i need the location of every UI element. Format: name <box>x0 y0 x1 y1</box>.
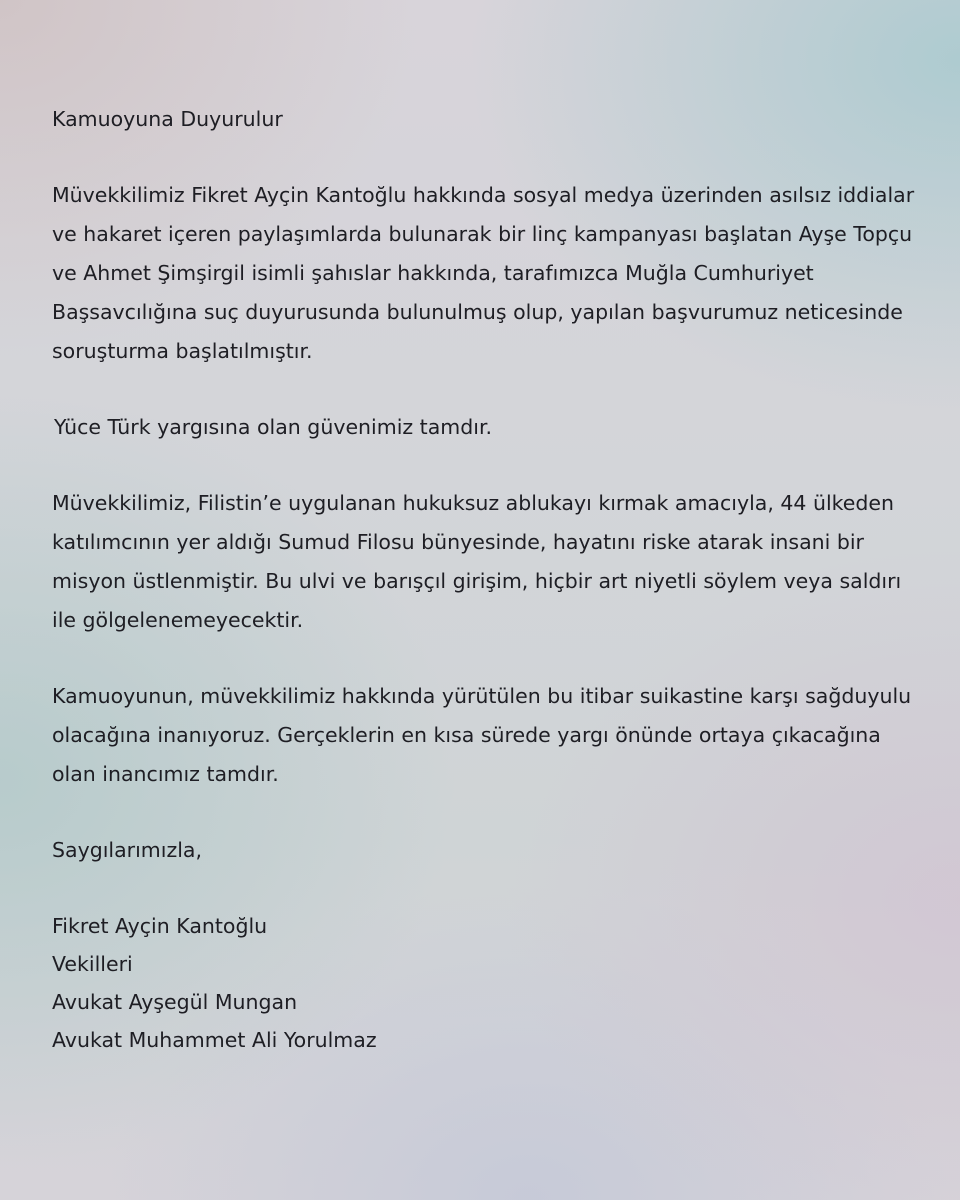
closing-salutation: Saygılarımızla, <box>52 838 202 862</box>
statement-paragraph-2: Yüce Türk yargısına olan güvenimiz tamdır. <box>54 415 493 439</box>
statement-paragraph-3: Müvekkilimiz, Filistin’e uygulanan hukuksuz ablukayı kırmak amacıyla, 44 ülkeden katılımcının yer aldığı Sumud Filosu bünyesinde, hayatını riske atarak insani bir misyon üstlenmiştir. Bu ulvi ve barışçıl girişim, hiçbir art niyetli söylem veya saldırı ile gölgelenemeyecektir. <box>52 491 902 632</box>
signature-lawyer-2: Avukat Muhammet Ali Yorulmaz <box>52 1028 377 1052</box>
statement-paragraph-4: Kamuoyunun, müvekkilimiz hakkında yürütülen bu itibar suikastine karşı sağduyulu olacağına inanıyoruz. Gerçeklerin en kısa sürede yargı önünde ortaya çıkacağına olan inancımız tamdır. <box>52 684 912 786</box>
public-statement-document <box>52 100 924 1059</box>
signature-block <box>52 907 924 1059</box>
signature-client-name: Fikret Ayçin Kantoğlu <box>52 914 268 938</box>
signature-representatives-label: Vekilleri <box>52 952 133 976</box>
statement-heading: Kamuoyuna Duyurulur <box>52 107 283 131</box>
statement-paragraph-1: Müvekkilimiz Fikret Ayçin Kantoğlu hakkında sosyal medya üzerinden asılsız iddialar ve hakaret içeren paylaşımlarda bulunarak bir linç kampanyası başlatan Ayşe Topçu ve Ahmet Şimşirgil isimli şahıslar hakkında, tarafımızca Muğla Cumhuriyet Başsavcılığına suç duyurusunda bulunulmuş olup, yapılan başvurumuz neticesinde soruşturma başlatılmıştır. <box>52 183 915 363</box>
signature-lawyer-1: Avukat Ayşegül Mungan <box>52 990 298 1014</box>
